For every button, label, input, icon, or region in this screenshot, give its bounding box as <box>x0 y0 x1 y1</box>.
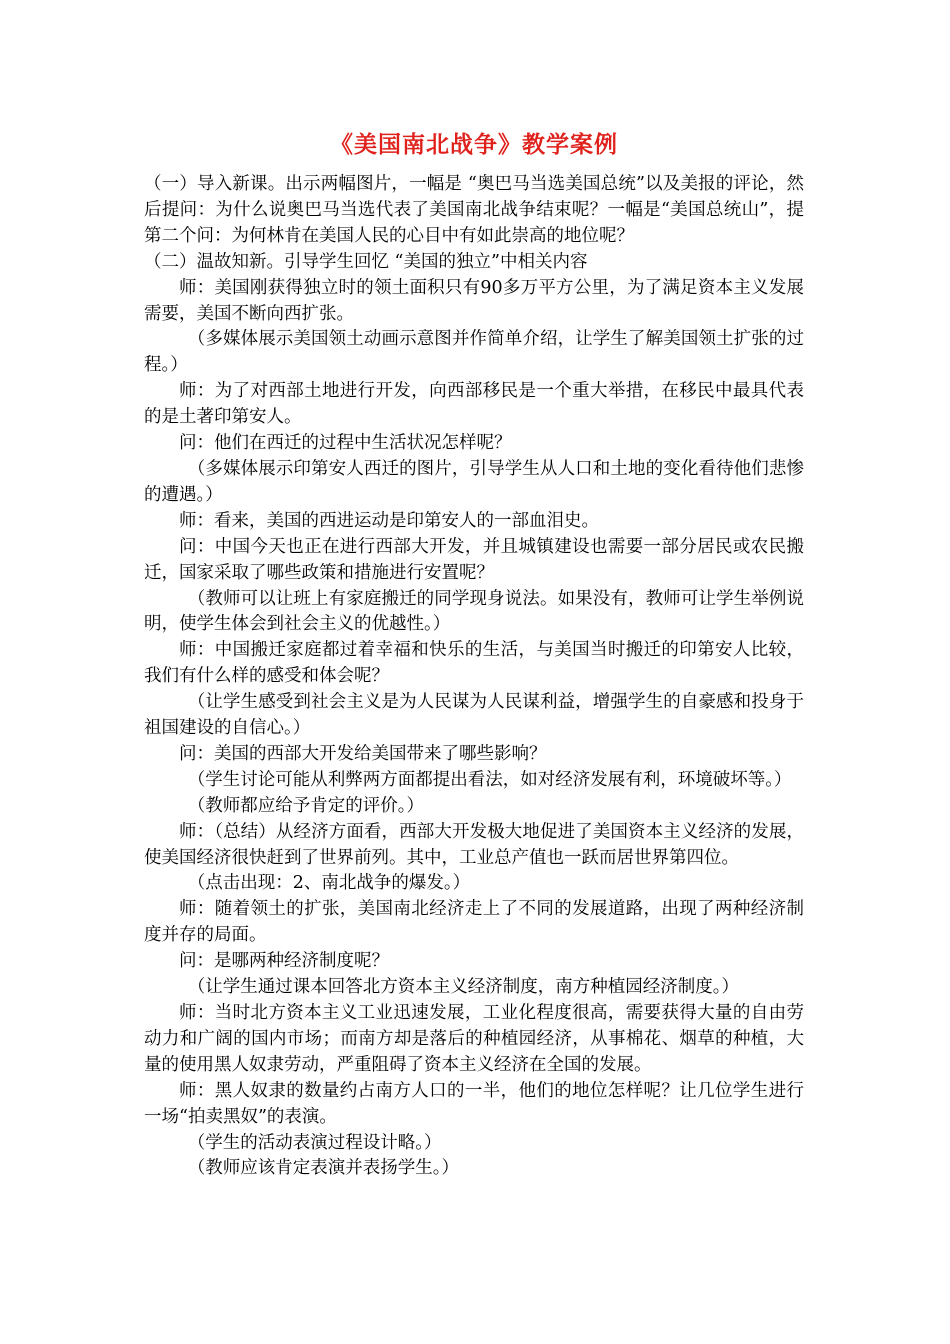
paragraph: （教师都应给予肯定的评价。） <box>187 795 424 816</box>
paragraph: （让学生通过课本回答北方资本主义经济制度，南方种植园经济制度。） <box>187 977 739 998</box>
paragraph: （二）温故知新。引导学生回忆 “美国的独立”中相关内容 <box>144 251 588 272</box>
paragraph: 师：为了对西部土地进行开发，向西部移民是一个重大举措，在移民中最具代表的是土著印第安人。 <box>144 381 804 428</box>
paragraph: （多媒体展示美国领土动画示意图并作简单介绍，让学生了解美国领土扩张的过程。） <box>144 329 804 376</box>
paragraph: 问：中国今天也正在进行西部大开发，并且城镇建设也需要一部分居民或农民搬迁，国家采取了哪些政策和措施进行安置呢？ <box>144 536 804 583</box>
paragraph: （一）导入新课。出示两幅图片，一幅是 “奥巴马当选美国总统”以及美报的评论，然后提问：为什么说奥巴马当选代表了美国南北战争结束呢？一幅是“美国总统山”，提第二个问：为何林肯在美国人民的心目中有如此崇高的地位呢？ <box>144 174 804 246</box>
paragraph: 问：他们在西迁的过程中生活状况怎样呢？ <box>179 433 512 454</box>
document-page <box>144 130 804 1182</box>
paragraph: 问：是哪两种经济制度呢？ <box>179 951 389 972</box>
paragraph: 师：黑人奴隶的数量约占南方人口的一半，他们的地位怎样呢？让几位学生进行一场“拍卖黑奴”的表演。 <box>144 1080 804 1127</box>
paragraph: 师：随着领土的扩张，美国南北经济走上了不同的发展道路，出现了两种经济制度并存的局面。 <box>144 899 804 946</box>
paragraph: 师：（总结）从经济方面看，西部大开发极大地促进了美国资本主义经济的发展，使美国经济很快赶到了世界前列。其中，工业总产值也一跃而居世界第四位。 <box>144 821 804 868</box>
paragraph: （学生的活动表演过程设计略。） <box>187 1132 442 1153</box>
paragraph: （学生讨论可能从利弊两方面都提出看法，如对经济发展有利，环境破坏等。） <box>187 769 792 790</box>
paragraph: （教师可以让班上有家庭搬迁的同学现身说法。如果没有，教师可让学生举例说明，使学生体会到社会主义的优越性。） <box>144 588 804 635</box>
paragraph: （教师应该肯定表演并表扬学生。） <box>187 1158 459 1179</box>
document-title: 《美国南北战争》教学案例 <box>330 132 618 158</box>
paragraph: 师：中国搬迁家庭都过着幸福和快乐的生活，与美国当时搬迁的印第安人比较，我们有什么样的感受和体会呢？ <box>144 640 804 687</box>
paragraph: 问：美国的西部大开发给美国带来了哪些影响？ <box>179 743 547 764</box>
paragraph: 师：当时北方资本主义工业迅速发展，工业化程度很高，需要获得大量的自由劳动力和广阔的国内市场；而南方却是落后的种植园经济，从事棉花、烟草的种植，大量的使用黑人奴隶劳动，严重阻碍了资本主义经济在全国的发展。 <box>144 1003 804 1075</box>
paragraph: 师：美国刚获得独立时的领土面积只有90多万平方公里，为了满足资本主义发展需要，美国不断向西扩张。 <box>144 277 804 324</box>
document-body <box>144 172 804 1182</box>
paragraph: （让学生感受到社会主义是为人民谋为人民谋利益，增强学生的自豪感和投身于祖国建设的自信心。） <box>144 692 804 739</box>
paragraph: （点击出现：2、南北战争的爆发。） <box>187 873 471 894</box>
paragraph: （多媒体展示印第安人西迁的图片，引导学生从人口和土地的变化看待他们悲惨的遭遇。） <box>144 458 804 505</box>
paragraph: 师：看来，美国的西进运动是印第安人的一部血泪史。 <box>179 510 599 531</box>
